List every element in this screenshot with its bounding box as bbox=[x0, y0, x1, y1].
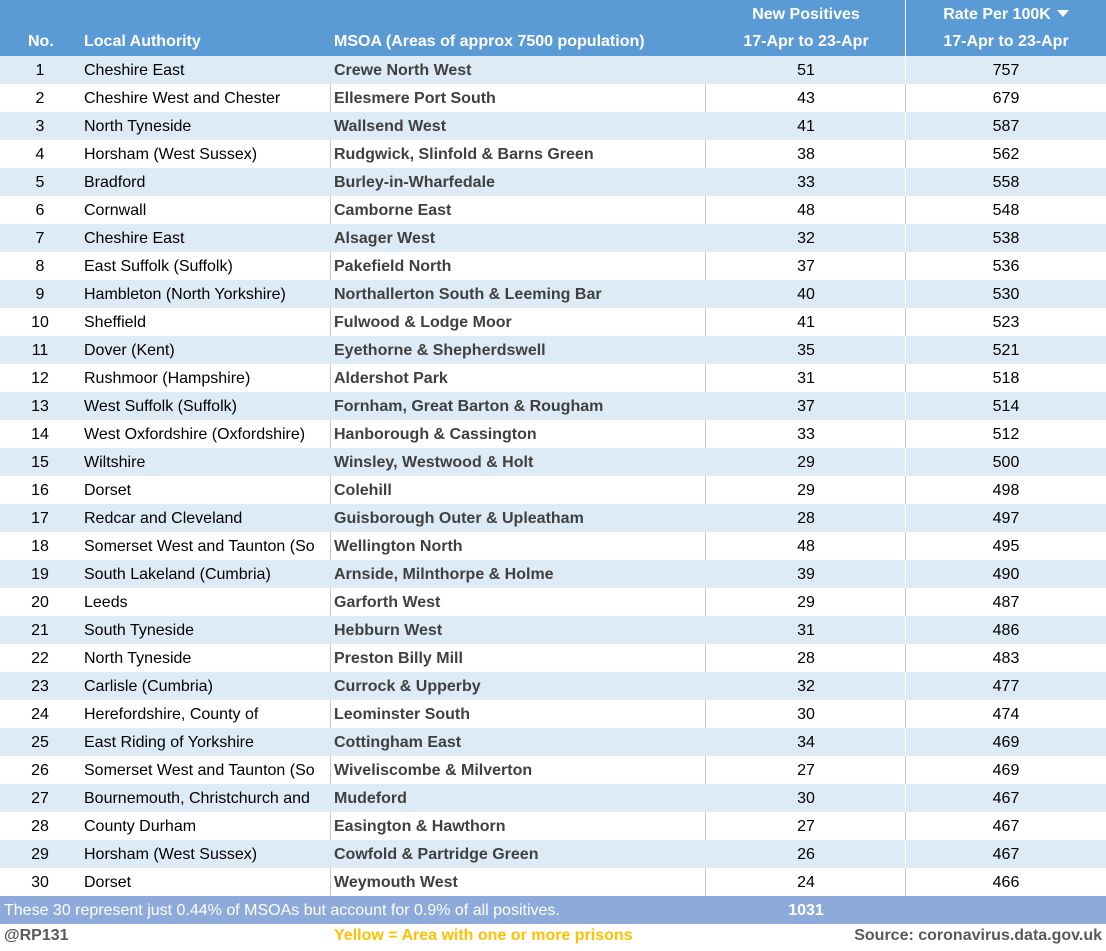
msoa-cell: Cottingham East bbox=[334, 734, 462, 751]
summary-row bbox=[0, 896, 1106, 924]
summary-total: 1031 bbox=[788, 902, 824, 919]
rate-cell: 486 bbox=[992, 622, 1020, 639]
msoa-cell: Garforth West bbox=[334, 594, 441, 611]
new-positives-cell: 51 bbox=[797, 62, 815, 79]
prison-legend: Yellow = Area with one or more prisons bbox=[334, 927, 633, 944]
new-positives-cell: 37 bbox=[797, 258, 815, 275]
cell-border bbox=[905, 588, 906, 616]
row-number: 22 bbox=[31, 650, 49, 667]
table-row bbox=[0, 168, 1106, 196]
cell-border bbox=[705, 84, 706, 112]
local-authority-cell: Horsham (West Sussex) bbox=[84, 846, 258, 863]
cell-border bbox=[330, 364, 331, 392]
cell-border bbox=[905, 868, 906, 896]
row-number: 3 bbox=[35, 118, 45, 135]
new-positives-cell: 48 bbox=[797, 202, 815, 219]
rate-cell: 467 bbox=[992, 846, 1020, 863]
row-number: 10 bbox=[31, 314, 49, 331]
row-number: 29 bbox=[31, 846, 49, 863]
footer bbox=[0, 924, 1106, 951]
cell-border bbox=[905, 644, 906, 672]
table-row bbox=[0, 700, 1106, 728]
cell-border bbox=[330, 700, 331, 728]
new-positives-cell: 26 bbox=[797, 846, 815, 863]
new-positives-cell: 29 bbox=[797, 594, 815, 611]
msoa-cell: Crewe North West bbox=[334, 62, 472, 79]
msoa-cell: Ellesmere Port South bbox=[334, 90, 496, 107]
new-positives-cell: 39 bbox=[797, 566, 815, 583]
row-number: 26 bbox=[31, 762, 49, 779]
cell-border bbox=[330, 476, 331, 504]
rate-cell: 523 bbox=[992, 314, 1020, 331]
rate-cell: 562 bbox=[992, 146, 1020, 163]
new-positives-cell: 29 bbox=[797, 454, 815, 471]
msoa-cell: Hanborough & Cassington bbox=[334, 426, 537, 443]
rate-cell: 512 bbox=[992, 426, 1020, 443]
rate-cell: 495 bbox=[992, 538, 1020, 555]
local-authority-cell: Wiltshire bbox=[84, 454, 146, 471]
row-number: 1 bbox=[35, 62, 45, 79]
rate-cell: 514 bbox=[992, 398, 1020, 415]
cell-border bbox=[905, 420, 906, 448]
table-row bbox=[0, 840, 1106, 868]
msoa-cell: Leominster South bbox=[334, 706, 471, 723]
msoa-cell: Camborne East bbox=[334, 202, 452, 219]
rate-cell: 558 bbox=[992, 174, 1020, 191]
row-number: 27 bbox=[31, 790, 49, 807]
rate-cell: 467 bbox=[992, 790, 1020, 807]
msoa-cell: Currock & Upperby bbox=[334, 678, 481, 695]
cell-border bbox=[905, 168, 906, 196]
rate-cell: 757 bbox=[992, 62, 1020, 79]
msoa-cell: Arnside, Milnthorpe & Holme bbox=[334, 566, 554, 583]
cell-border bbox=[705, 700, 706, 728]
new-positives-cell: 24 bbox=[797, 874, 815, 891]
cell-border bbox=[705, 420, 706, 448]
cell-border bbox=[905, 280, 906, 308]
header-new-positives: New Positives bbox=[752, 6, 860, 23]
msoa-cell: Wellington North bbox=[334, 538, 463, 555]
local-authority-cell: West Suffolk (Suffolk) bbox=[84, 398, 237, 415]
table-row bbox=[0, 280, 1106, 308]
new-positives-cell: 27 bbox=[797, 762, 815, 779]
rate-cell: 518 bbox=[992, 370, 1020, 387]
new-positives-cell: 30 bbox=[797, 706, 815, 723]
header-rate-period: 17-Apr to 23-Apr bbox=[943, 33, 1069, 50]
table-row bbox=[0, 588, 1106, 616]
local-authority-cell: South Lakeland (Cumbria) bbox=[84, 566, 271, 583]
header-rate: Rate Per 100K bbox=[943, 6, 1051, 23]
row-number: 17 bbox=[31, 510, 49, 527]
new-positives-cell: 33 bbox=[797, 174, 815, 191]
rate-cell: 467 bbox=[992, 818, 1020, 835]
msoa-cell: Alsager West bbox=[334, 230, 436, 247]
rate-cell: 497 bbox=[992, 510, 1020, 527]
local-authority-cell: Rushmoor (Hampshire) bbox=[84, 370, 251, 387]
summary-text: These 30 represent just 0.44% of MSOAs but account for 0.9% of all positives. bbox=[4, 902, 560, 919]
cell-border bbox=[905, 56, 906, 84]
row-number: 8 bbox=[35, 258, 45, 275]
cell-border bbox=[705, 140, 706, 168]
table-row bbox=[0, 812, 1106, 840]
cell-border bbox=[905, 812, 906, 840]
cell-border bbox=[905, 364, 906, 392]
row-number: 25 bbox=[31, 734, 49, 751]
table-row bbox=[0, 868, 1106, 896]
msoa-cell: Guisborough Outer & Upleatham bbox=[334, 510, 584, 527]
cell-border bbox=[330, 812, 331, 840]
table-row bbox=[0, 364, 1106, 392]
cell-border bbox=[905, 252, 906, 280]
table-row bbox=[0, 672, 1106, 700]
local-authority-cell: Cheshire West and Chester bbox=[84, 90, 281, 107]
cell-border bbox=[705, 364, 706, 392]
new-positives-cell: 31 bbox=[797, 370, 815, 387]
new-positives-cell: 38 bbox=[797, 146, 815, 163]
cell-border bbox=[905, 336, 906, 364]
table-body bbox=[0, 56, 1106, 896]
cell-border bbox=[330, 252, 331, 280]
local-authority-cell: Somerset West and Taunton (So bbox=[84, 538, 315, 555]
cell-border bbox=[905, 308, 906, 336]
new-positives-cell: 30 bbox=[797, 790, 815, 807]
row-number: 24 bbox=[31, 706, 49, 723]
cell-border bbox=[330, 308, 331, 336]
local-authority-cell: Leeds bbox=[84, 594, 128, 611]
row-number: 30 bbox=[31, 874, 49, 891]
table-row bbox=[0, 616, 1106, 644]
table-row bbox=[0, 112, 1106, 140]
row-number: 4 bbox=[35, 146, 45, 163]
rate-cell: 466 bbox=[992, 874, 1020, 891]
new-positives-cell: 34 bbox=[797, 734, 815, 751]
cell-border bbox=[330, 756, 331, 784]
cell-border bbox=[705, 532, 706, 560]
cell-border bbox=[330, 196, 331, 224]
table-row bbox=[0, 448, 1106, 476]
msoa-cell: Colehill bbox=[334, 482, 392, 499]
local-authority-cell: North Tyneside bbox=[84, 650, 192, 667]
local-authority-cell: Horsham (West Sussex) bbox=[84, 146, 258, 163]
msoa-cell: Mudeford bbox=[334, 790, 407, 807]
msoa-cell: Winsley, Westwood & Holt bbox=[334, 454, 534, 471]
local-authority-cell: Herefordshire, County of bbox=[84, 706, 259, 723]
cell-border bbox=[705, 812, 706, 840]
new-positives-cell: 28 bbox=[797, 510, 815, 527]
cell-border bbox=[705, 476, 706, 504]
msoa-cell: Aldershot Park bbox=[334, 370, 448, 387]
table-row bbox=[0, 84, 1106, 112]
row-number: 23 bbox=[31, 678, 49, 695]
header-new-positives-period: 17-Apr to 23-Apr bbox=[743, 33, 869, 50]
table-row bbox=[0, 196, 1106, 224]
cell-border bbox=[905, 84, 906, 112]
msoa-cell: Wiveliscombe & Milverton bbox=[334, 762, 533, 779]
rate-cell: 536 bbox=[992, 258, 1020, 275]
row-number: 21 bbox=[31, 622, 49, 639]
cell-border bbox=[905, 112, 906, 140]
msoa-cell: Fulwood & Lodge Moor bbox=[334, 314, 512, 331]
new-positives-cell: 37 bbox=[797, 398, 815, 415]
msoa-cell: Eyethorne & Shepherdswell bbox=[334, 342, 546, 359]
new-positives-cell: 48 bbox=[797, 538, 815, 555]
row-number: 7 bbox=[35, 230, 45, 247]
cell-border bbox=[330, 868, 331, 896]
row-number: 12 bbox=[31, 370, 49, 387]
msoa-cell: Hebburn West bbox=[334, 622, 443, 639]
rate-cell: 498 bbox=[992, 482, 1020, 499]
table-header bbox=[0, 0, 1106, 56]
new-positives-cell: 35 bbox=[797, 342, 815, 359]
row-number: 19 bbox=[31, 566, 49, 583]
source-credit: Source: coronavirus.data.gov.uk bbox=[854, 927, 1102, 944]
msoa-cell: Weymouth West bbox=[334, 874, 458, 891]
table-row bbox=[0, 224, 1106, 252]
row-number: 14 bbox=[31, 426, 49, 443]
row-number: 5 bbox=[35, 174, 45, 191]
rate-cell: 469 bbox=[992, 734, 1020, 751]
author-handle: @RP131 bbox=[4, 927, 69, 944]
msoa-cell: Burley-in-Wharfedale bbox=[334, 174, 495, 191]
new-positives-cell: 32 bbox=[797, 230, 815, 247]
msoa-cell: Wallsend West bbox=[334, 118, 447, 135]
cell-border bbox=[905, 840, 906, 868]
new-positives-cell: 29 bbox=[797, 482, 815, 499]
local-authority-cell: Bournemouth, Christchurch and bbox=[84, 790, 310, 807]
cell-border bbox=[705, 756, 706, 784]
msoa-cell: Easington & Hawthorn bbox=[334, 818, 506, 835]
cell-border bbox=[705, 588, 706, 616]
local-authority-cell: Redcar and Cleveland bbox=[84, 510, 243, 527]
local-authority-cell: County Durham bbox=[84, 818, 197, 835]
cell-border bbox=[905, 196, 906, 224]
cell-border bbox=[905, 700, 906, 728]
local-authority-cell: North Tyneside bbox=[84, 118, 192, 135]
row-number: 28 bbox=[31, 818, 49, 835]
rate-cell: 477 bbox=[992, 678, 1020, 695]
new-positives-cell: 31 bbox=[797, 622, 815, 639]
table-row bbox=[0, 756, 1106, 784]
new-positives-cell: 40 bbox=[797, 286, 815, 303]
table-row bbox=[0, 784, 1106, 812]
local-authority-cell: Sheffield bbox=[84, 314, 146, 331]
rate-cell: 487 bbox=[992, 594, 1020, 611]
cell-border bbox=[905, 616, 906, 644]
cell-border bbox=[905, 728, 906, 756]
cell-border bbox=[330, 532, 331, 560]
row-number: 11 bbox=[31, 342, 49, 359]
table-row bbox=[0, 56, 1106, 84]
cell-border bbox=[905, 560, 906, 588]
local-authority-cell: Carlisle (Cumbria) bbox=[84, 678, 213, 695]
row-number: 16 bbox=[31, 482, 49, 499]
cell-border bbox=[705, 252, 706, 280]
table-row bbox=[0, 420, 1106, 448]
local-authority-cell: East Riding of Yorkshire bbox=[84, 734, 254, 751]
msoa-cell: Pakefield North bbox=[334, 258, 452, 275]
new-positives-cell: 32 bbox=[797, 678, 815, 695]
header-local-authority: Local Authority bbox=[84, 33, 201, 50]
row-number: 18 bbox=[31, 538, 49, 555]
row-number: 15 bbox=[31, 454, 49, 471]
rate-cell: 530 bbox=[992, 286, 1020, 303]
table-row bbox=[0, 308, 1106, 336]
local-authority-cell: Bradford bbox=[84, 174, 146, 191]
local-authority-cell: Somerset West and Taunton (So bbox=[84, 762, 315, 779]
chevron-down-icon bbox=[1057, 10, 1069, 17]
row-number: 6 bbox=[35, 202, 45, 219]
table-row bbox=[0, 392, 1106, 420]
local-authority-cell: Hambleton (North Yorkshire) bbox=[84, 286, 286, 303]
row-number: 2 bbox=[35, 90, 45, 107]
cell-border bbox=[905, 476, 906, 504]
local-authority-cell: East Suffolk (Suffolk) bbox=[84, 258, 233, 275]
cell-border bbox=[905, 672, 906, 700]
rate-cell: 679 bbox=[992, 90, 1020, 107]
cell-border bbox=[905, 784, 906, 812]
table-row bbox=[0, 644, 1106, 672]
cell-border bbox=[905, 504, 906, 532]
cell-border bbox=[330, 420, 331, 448]
cell-border bbox=[905, 448, 906, 476]
rate-cell: 474 bbox=[992, 706, 1020, 723]
msoa-cell: Cowfold & Partridge Green bbox=[334, 846, 539, 863]
local-authority-cell: Dorset bbox=[84, 874, 132, 891]
rate-cell: 548 bbox=[992, 202, 1020, 219]
new-positives-cell: 41 bbox=[797, 314, 815, 331]
msoa-cell: Fornham, Great Barton & Rougham bbox=[334, 398, 604, 415]
rate-cell: 521 bbox=[992, 342, 1020, 359]
new-positives-cell: 27 bbox=[797, 818, 815, 835]
rate-cell: 483 bbox=[992, 650, 1020, 667]
local-authority-cell: Cheshire East bbox=[84, 230, 185, 247]
local-authority-cell: Dorset bbox=[84, 482, 132, 499]
table-row bbox=[0, 252, 1106, 280]
local-authority-cell: Cornwall bbox=[84, 202, 147, 219]
cell-border bbox=[905, 392, 906, 420]
table-row bbox=[0, 504, 1106, 532]
cell-border bbox=[905, 756, 906, 784]
new-positives-cell: 33 bbox=[797, 426, 815, 443]
rate-cell: 538 bbox=[992, 230, 1020, 247]
header-msoa: MSOA (Areas of approx 7500 population) bbox=[334, 33, 645, 50]
cell-border bbox=[905, 532, 906, 560]
new-positives-cell: 28 bbox=[797, 650, 815, 667]
cell-border bbox=[330, 84, 331, 112]
local-authority-cell: West Oxfordshire (Oxfordshire) bbox=[84, 426, 306, 443]
cell-border bbox=[705, 196, 706, 224]
table-row bbox=[0, 532, 1106, 560]
rate-cell: 587 bbox=[992, 118, 1020, 135]
row-number: 13 bbox=[31, 398, 49, 415]
table-row bbox=[0, 560, 1106, 588]
cell-border bbox=[905, 140, 906, 168]
new-positives-cell: 43 bbox=[797, 90, 815, 107]
msoa-cell: Preston Billy Mill bbox=[334, 650, 463, 667]
cell-border bbox=[330, 644, 331, 672]
cell-border bbox=[705, 308, 706, 336]
local-authority-cell: Cheshire East bbox=[84, 62, 185, 79]
cell-border bbox=[330, 140, 331, 168]
table-row bbox=[0, 728, 1106, 756]
cell-border bbox=[705, 868, 706, 896]
local-authority-cell: Dover (Kent) bbox=[84, 342, 175, 359]
cell-border bbox=[705, 644, 706, 672]
table-row bbox=[0, 140, 1106, 168]
cell-border bbox=[905, 224, 906, 252]
rate-cell: 500 bbox=[992, 454, 1020, 471]
header-no: No. bbox=[28, 33, 54, 50]
new-positives-cell: 41 bbox=[797, 118, 815, 135]
local-authority-cell: South Tyneside bbox=[84, 622, 195, 639]
msoa-cell: Northallerton South & Leeming Bar bbox=[334, 286, 602, 303]
cell-border bbox=[330, 588, 331, 616]
rate-cell: 469 bbox=[992, 762, 1020, 779]
row-number: 20 bbox=[31, 594, 49, 611]
table-row bbox=[0, 336, 1106, 364]
msoa-cell: Rudgwick, Slinfold & Barns Green bbox=[334, 146, 594, 163]
table-row bbox=[0, 476, 1106, 504]
rate-sort-button[interactable] bbox=[906, 6, 1106, 24]
row-number: 9 bbox=[35, 286, 45, 303]
rate-cell: 490 bbox=[992, 566, 1020, 583]
